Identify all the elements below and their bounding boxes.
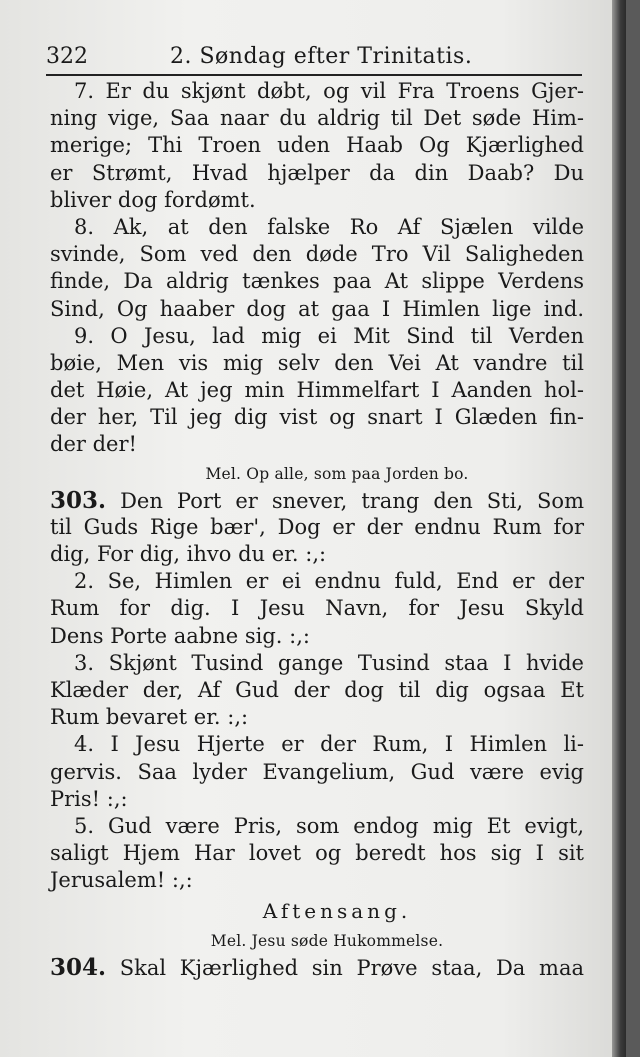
text-line: Pris! :,: xyxy=(50,786,128,811)
melody-note: Mel. Op alle, som paa Jorden bo. xyxy=(205,464,469,483)
text-line: 3. Skjønt Tusind gange Tusind staa I hvide xyxy=(74,650,584,675)
text-line: 5. Gud være Pris, som endog mig Et evigt, xyxy=(74,813,584,838)
text-line: bøie, Men vis mig selv den Vei At vandre til xyxy=(50,350,584,375)
page-body xyxy=(50,78,584,982)
text-line: Sind, Og haaber dog at gaa I Himlen lige ind. xyxy=(50,296,584,321)
text-line: der her, Til jeg dig vist og snart I Glæden fin- xyxy=(50,405,584,430)
running-title: 2. Søndag efter Trinitatis. xyxy=(170,44,473,69)
hymn-first-line-text: Den Port er snever, trang den Sti, Som xyxy=(120,488,584,513)
section-title: Aftensang. xyxy=(262,899,412,924)
text-line: ning vige, Saa naar du aldrig til Det søde Him- xyxy=(50,106,584,131)
melody-note: Mel. Jesu søde Hukommelse. xyxy=(210,932,444,951)
text-line: finde, Da aldrig tænkes paa At slippe Verdens xyxy=(50,269,584,294)
text-line: Jerusalem! :,: xyxy=(50,868,193,893)
hymn-first-line-text: Skal Kjærlighed sin Prøve staa, Da maa xyxy=(119,956,584,981)
text-line: 9. O Jesu, lad mig ei Mit Sind til Verden xyxy=(74,323,584,348)
text-line: 2. Se, Himlen er ei endnu fuld, End er der xyxy=(74,569,584,594)
text-line: gervis. Saa lyder Evangelium, Gud være evig xyxy=(50,759,584,784)
hymn-number: 304. xyxy=(50,954,107,982)
text-line: der der! xyxy=(50,432,137,457)
text-line: Klæder der, Af Gud der dog til dig ogsaa Et xyxy=(50,677,584,702)
text-line: Rum bevaret er. :,: xyxy=(50,705,249,730)
hymn-number: 303. xyxy=(50,486,107,514)
text-line: det Høie, At jeg min Himmelfart I Aanden hol- xyxy=(50,378,584,403)
text-line: svinde, Som ved den døde Tro Vil Saligheden xyxy=(50,242,584,267)
text-line: til Guds Rige bær', Dog er der endnu Rum for xyxy=(50,514,584,539)
text-line: 7. Er du skjønt døbt, og vil Fra Troens Gjer- xyxy=(74,79,584,103)
text-line: Dens Porte aabne sig. :,: xyxy=(50,623,310,648)
text-line: dig, For dig, ihvo du er. :,: xyxy=(50,542,327,566)
hymn-first-line xyxy=(50,487,584,514)
hymn-first-line xyxy=(50,954,584,981)
page-number: 322 xyxy=(46,44,88,69)
text-line: er Strømt, Hvad hjælper da din Daab? Du xyxy=(50,160,584,185)
text-line: 8. Ak, at den falske Ro Af Sjælen vilde xyxy=(74,214,584,239)
text-line: saligt Hjem Har lovet og beredt hos sig I sit xyxy=(50,841,584,866)
text-line: Rum for dig. I Jesu Navn, for Jesu Skyld xyxy=(50,596,584,621)
text-line: bliver dog fordømt. xyxy=(50,187,256,212)
page-header xyxy=(46,40,582,76)
page-edge-shadow xyxy=(612,0,626,1057)
text-line: 4. I Jesu Hjerte er der Rum, I Himlen li- xyxy=(74,732,584,757)
text-line: merige; Thi Troen uden Haab Og Kjærlighed xyxy=(50,133,584,158)
